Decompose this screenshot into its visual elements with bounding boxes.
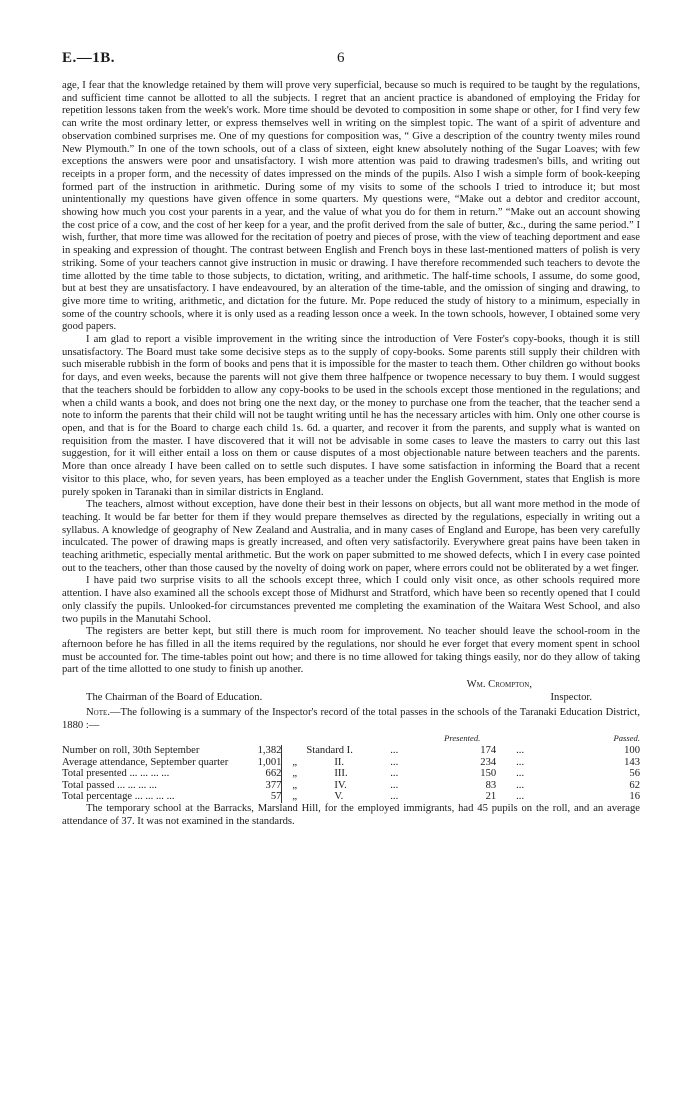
- ditto-mark: „: [292, 768, 298, 780]
- table-row: Total percentage ... ... ... ... 57 „ V. ... 21 ... 16: [62, 791, 640, 803]
- standard-label: III.: [334, 768, 348, 780]
- presented-value: 150: [480, 768, 497, 780]
- row-label: Number on roll, 30th September: [62, 745, 200, 757]
- page-header: [62, 50, 640, 72]
- note-paragraph: [62, 707, 640, 732]
- table-row: Total passed ... ... ... ... 377 „ IV. ... 83 ... 62: [62, 779, 640, 791]
- paragraph: The registers are better kept, but still there is much room for improvement. No teacher should leave the school-room in the afternoon before he has filled in all the items required by the regulations, nor should he ever forget that every moment spent in school must be accounted for. The time-tables point out how; and there is no time allowed for taking things easily, nor do they allow of taking part of the time allotted to one study to finish up another.: [62, 626, 640, 676]
- document-reference: E.—1B.: [62, 50, 116, 66]
- presented-value: 174: [480, 745, 497, 757]
- note-text: —The following is a summary of the Inspector's record of the total passes in the schools of the Taranaki Education District, 1880 :—: [62, 707, 640, 731]
- ditto-mark: „: [292, 791, 298, 803]
- ditto-mark: „: [292, 779, 298, 791]
- addressee: The Chairman of the Board of Education.: [86, 692, 263, 704]
- ditto-mark: [292, 745, 306, 757]
- row-value: 662: [265, 768, 282, 780]
- passed-value: 16: [629, 791, 640, 803]
- row-value: 1,001: [257, 756, 282, 768]
- presented-value: 83: [485, 779, 497, 791]
- signatory-role: Inspector.: [550, 692, 592, 704]
- paragraph: I have paid two surprise visits to all the schools except three, which I could only visit once, as other schools required more attention. I have also examined all the schools except those of Midhurst and Stratford, which have been so recently opened that I could only classify the pupils. Unlooked-for circumstances prevented me completing the examination of the Waitara West School, and also two pupils in the Manutahi School.: [62, 575, 640, 625]
- row-label: Total percentage ... ... ... ...: [62, 791, 175, 803]
- presented-value: 234: [480, 756, 497, 768]
- page-number: 6: [337, 50, 345, 66]
- closing-paragraph: The temporary school at the Barracks, Marsland Hill, for the employed immigrants, had 45 pupils on the roll, and an average attendance of 37. It was not examined in the standards.: [62, 803, 640, 827]
- passed-value: 62: [629, 779, 640, 791]
- row-value: 57: [270, 791, 282, 803]
- passed-value: 143: [624, 756, 640, 768]
- standard-label: IV.: [334, 779, 347, 791]
- table-header-row: [62, 733, 640, 745]
- paragraph: I am glad to report a visible improvement in the writing since the introduction of Vere Foster's copy-books, though it is still unsatisfactory. The Board must take some decisive steps as to the supply of copy-books. Some parents still supply their children with such miserable rubbish in the form of books and pens that it is impossible for the master to teach them. Other children go without books for days, and even weeks, because the parents will not give them three halfpence or twopence necessary to buy them. I would suggest that the teachers should be forbidden to allow any copy-books to be used in the schools except those mentioned in the regulations; and when a child wants a book, and does not bring one the next day, or the money to purchase one from the teacher, that the teacher send a note to inform the parents that their child will not be taught writing until he has the necessary articles with him. Only one other course is open, and that is for the Board to charge each child 1s. 6d. a quarter, and recover it from the parents, and supply what is wanted on requisition from the master. I have discovered that it will not be advisable in some cases to leave the masters to carry out this last suggestion, for it will either entail a loss on them or cause disputes of a most objectionable nature between teachers and the parents. More than once already I have been called on to settle such disputes. I have some satisfaction in informing the Board that a recent visitor to this place, who, for seven years, has been employed as a teacher under the English Government, states that English is more purely spoken in Taranaki than in similar districts in England.: [62, 334, 640, 498]
- table-row: Total presented ... ... ... ... 662 „ III. ... 150 ... 56: [62, 768, 640, 780]
- presented-header: Presented.: [444, 733, 481, 744]
- presented-value: 21: [485, 791, 497, 803]
- standard-label: V.: [334, 791, 344, 803]
- table-row: Average attendance, September quarter 1,001 „ II. ... 234 ... 143: [62, 756, 640, 768]
- ditto-mark: „: [292, 756, 298, 768]
- row-value: 1,382: [257, 745, 282, 757]
- paragraph: age, I fear that the knowledge retained by them will prove very superficial, because so much is required to be taught by the regulations, and sufficient time cannot be allotted to all the subjects. I regret that an ancient practice is abandoned of employing the Friday for repetition lessons taken from the week's work. More time should be devoted to composition in some shape or other, for I find very few can write the most ordinary letter, or express themselves well in writing on the simplest topic. The want of a spirit of adventure and observation combined surprises me. One of my questions for composition was, “ Give a description of the country twenty miles round New Plymouth.” In one of the town schools, out of a class of sixteen, eight knew absolutely nothing of the Sugar Loaves; with few exceptions the answers were poor and unsatisfactory. I wish more attention was paid to drawing tradesmen's bills, and writing out receipts in a proper form, and the necessity of dates impressed on the minds of the pupils. Also I wish a simple form of book-keeping formed part of the instruction in arithmetic. During some of my visits to some of the schools I tried to introduce it; but most unintentionally my questions have given offence in some quarters. My questions were, “Make out a debtor and creditor account, showing how much you cost your parents in a year, and the value of what you do for them in return.” “Make out an account showing the cost price of a cow, and the cost of her keep for a year, and the profit derived from the sale of butter, &c., during the same period.” I wish, further, that more time was allowed for the recitation of poetry and pieces of prose, with the view of teaching deportment and ease in speaking and expression of thought. The contrast between English and French boys in these last-mentioned matters of polish is very striking. Some of your teachers cannot give instruction in music or drawing. I have therefore recommended such teachers to devote the time allotted by the time table to those subjects, to dictation, writing, and arithmetic. The half-time schools, I assume, do some good, but at best they are unsatisfactory. I have endeavoured, by an alteration of the time-table, and the omission of singing and drawing, to give more time to writing, arithmetic, and dictation for the future. Mr. Pope reduced the study of history to a minimum, especially in some of the country schools, where it is only used as a reading lesson once a week. In the town schools, however, I obtained some very good papers.: [62, 80, 640, 333]
- row-label: Average attendance, September quarter: [62, 756, 229, 768]
- standard-label: Standard I.: [306, 745, 353, 757]
- report-body: [62, 80, 640, 828]
- paragraph: The teachers, almost without exception, have done their best in their lessons on objects, but all want more method in the mode of teaching. It would be far better for them if they would prepare themselves as directed by the regulations, especially in writing out a syllabus. A knowledge of geography of New Zealand and Australia, and in many cases of England and Europe, has been very carefully inculcated. The power of drawing maps is greatly increased, and often very satisfactorily. Everywhere great pains have been taken in teaching arithmetic, especially mental arithmetic. But the work on paper submitted to me showed defects, which I in every case pointed out to the teachers, other than those caused by the novelty of doing work on paper, where errors could not be obliterated by a wet finger.: [62, 499, 640, 574]
- signatory-name: Wm. Crompton,: [466, 679, 532, 691]
- row-label: Total presented ... ... ... ...: [62, 768, 170, 780]
- passed-header: Passed.: [613, 733, 640, 744]
- passed-value: 56: [629, 768, 640, 780]
- note-label: Note.: [86, 707, 110, 719]
- passes-summary-table: [62, 733, 640, 803]
- row-label: Total passed ... ... ... ...: [62, 779, 157, 791]
- passed-value: 100: [624, 745, 640, 757]
- table-row: Number on roll, 30th September 1,382 Standard I. ... 174 ... 100: [62, 745, 640, 757]
- standard-label: II.: [334, 756, 345, 768]
- signature-block: [62, 679, 640, 707]
- row-value: 377: [265, 779, 282, 791]
